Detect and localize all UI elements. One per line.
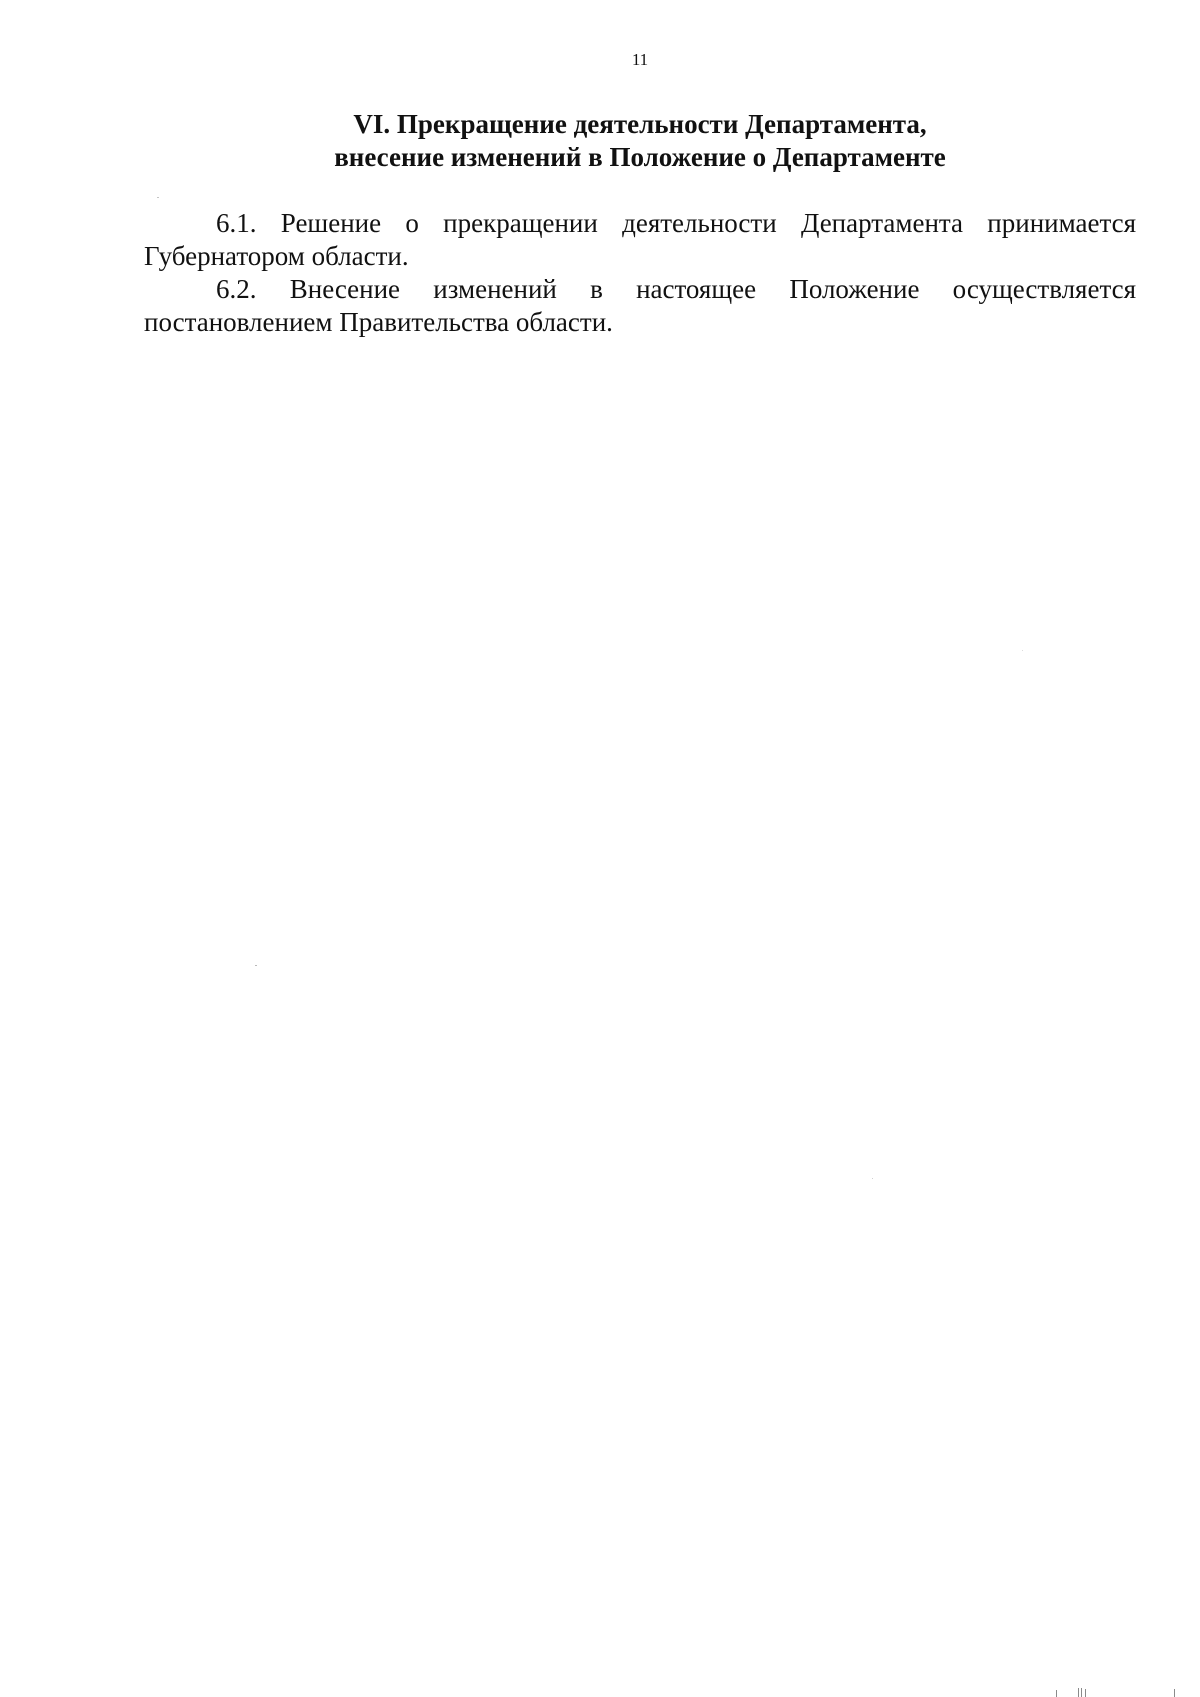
paragraph-6-2: 6.2. Внесение изменений в настоящее Положение осуществляется постановлением Правительства области. [144,274,1136,337]
scan-speck [1022,650,1023,651]
scan-speck [255,965,257,966]
page-number: 11 [631,50,649,69]
scan-edge-mark [1085,1689,1086,1697]
scan-edge-mark [1078,1688,1079,1697]
scan-speck [157,197,159,198]
section-title-line-2: внесение изменений в Положение о Департаменте [334,142,946,172]
section-body [144,207,1136,339]
section-title [0,108,1200,174]
section-title-line-1: VI. Прекращение деятельности Департамента, [353,109,927,139]
scan-edge-mark [1056,1690,1057,1697]
scan-speck [872,1178,873,1179]
scan-edge-mark [1174,1689,1175,1697]
paragraph-6-1: 6.1. Решение о прекращении деятельности Департамента принимается Губернатором области. [144,208,1136,271]
scan-edge-mark [1081,1688,1082,1697]
